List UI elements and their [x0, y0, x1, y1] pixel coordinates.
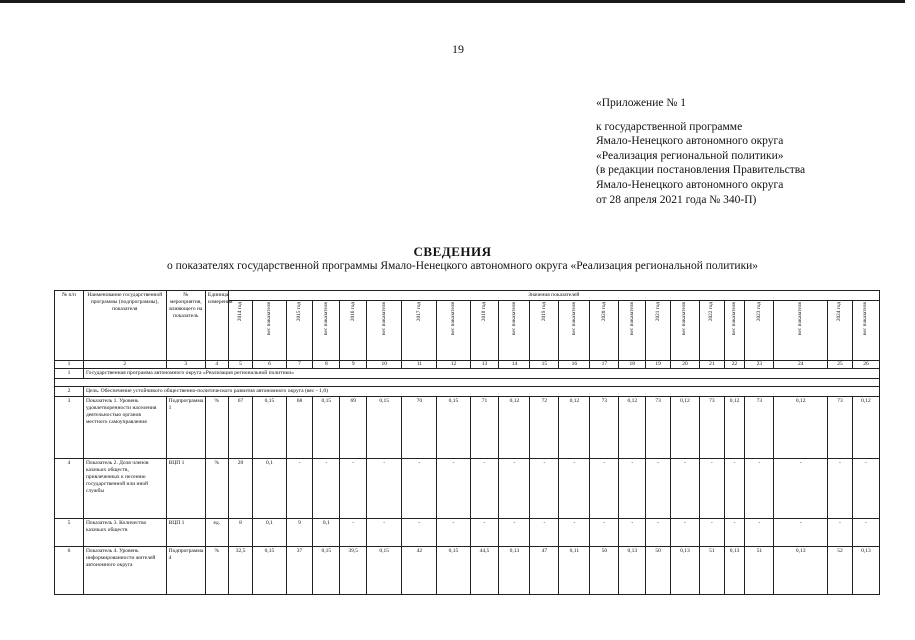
year-column-header	[774, 301, 828, 361]
year-column-label: вес показателя	[731, 302, 738, 336]
year-column-label: вес показателя	[797, 302, 804, 336]
indicator-value: -	[437, 459, 470, 519]
indicator-value: 0,11	[559, 547, 590, 595]
indicator-value: 9	[286, 519, 313, 547]
column-index: 19	[646, 361, 671, 369]
indicator-value: 0,15	[253, 547, 286, 595]
goal-row-num: 2	[55, 387, 84, 397]
program-row-num: 1	[55, 369, 84, 379]
year-column-label: вес показателя	[449, 302, 456, 336]
indicator-value: 51	[745, 547, 774, 595]
indicator-value: -	[590, 459, 619, 519]
indicator-value: -	[437, 519, 470, 547]
indicator-row	[55, 519, 880, 547]
indicator-value: 0,13	[619, 547, 646, 595]
row-num: 4	[55, 459, 84, 519]
indicator-row	[55, 397, 880, 459]
column-index: 17	[590, 361, 619, 369]
indicator-value: 0,12	[852, 397, 879, 459]
indicator-value: 70	[402, 397, 437, 459]
indicator-value: 0,12	[724, 397, 745, 459]
indicator-row	[55, 547, 880, 595]
indicator-value: 0,13	[724, 547, 745, 595]
column-index: 23	[745, 361, 774, 369]
column-index: 8	[313, 361, 340, 369]
appendix-note	[596, 96, 805, 207]
indicator-value: -	[402, 519, 437, 547]
header-values: Значения показателей	[228, 291, 879, 301]
indicator-value: 0,15	[367, 397, 402, 459]
indicator-measure: Подпрограмма 4	[166, 547, 205, 595]
year-column-header	[530, 301, 559, 361]
indicator-value: -	[670, 459, 699, 519]
column-index: 12	[437, 361, 470, 369]
column-index: 6	[253, 361, 286, 369]
year-column-header	[852, 301, 879, 361]
year-column-label: вес показателя	[628, 302, 635, 336]
indicator-name: Показатель 2. Доля членов казачьих обществ, привлеченных к несению государственной или иной службы	[83, 459, 166, 519]
year-column-header	[699, 301, 724, 361]
indicator-value: 0,13	[670, 547, 699, 595]
spacer-row	[55, 379, 880, 387]
column-index: 4	[205, 361, 228, 369]
indicator-row	[55, 459, 880, 519]
indicator-value: 0,1	[313, 519, 340, 547]
indicator-value: 71	[470, 397, 499, 459]
indicator-value: -	[774, 459, 828, 519]
year-column-label: 2020 год	[600, 302, 607, 322]
year-column-header	[470, 301, 499, 361]
year-column-header	[228, 301, 253, 361]
indicators-table	[54, 290, 880, 595]
header-measure: № мероприятия, влияющего на показатель	[166, 291, 205, 361]
header-unit: Единица измерения	[205, 291, 228, 361]
indicator-value: -	[646, 459, 671, 519]
column-index: 7	[286, 361, 313, 369]
indicator-value: 47	[530, 547, 559, 595]
indicator-value: -	[699, 459, 724, 519]
column-index: 16	[559, 361, 590, 369]
column-index: 25	[828, 361, 853, 369]
indicator-value: 42	[402, 547, 437, 595]
column-index: 14	[499, 361, 530, 369]
year-column-label: вес показателя	[380, 302, 387, 336]
year-column-header	[340, 301, 367, 361]
indicator-measure: Подпрограмма 1	[166, 397, 205, 459]
indicator-value: -	[402, 459, 437, 519]
indicator-value: -	[646, 519, 671, 547]
year-column-header	[253, 301, 286, 361]
year-column-label: вес показателя	[862, 302, 869, 336]
year-column-header	[724, 301, 745, 361]
indicator-value: 0,12	[619, 397, 646, 459]
column-index: 15	[530, 361, 559, 369]
column-index: 22	[724, 361, 745, 369]
indicator-value: 0,1	[253, 459, 286, 519]
indicator-value: 32,5	[228, 547, 253, 595]
year-column-label: вес показателя	[681, 302, 688, 336]
appendix-line: «Реализация региональной политики»	[596, 149, 784, 162]
indicator-value: 73	[646, 397, 671, 459]
indicator-value: 0,13	[499, 547, 530, 595]
indicator-value: 0,15	[313, 547, 340, 595]
year-column-label: 2015 год	[295, 302, 302, 322]
year-column-header	[313, 301, 340, 361]
appendix-line: Ямало-Ненецкого автономного округа	[596, 178, 784, 191]
indicator-value: -	[619, 519, 646, 547]
year-column-header	[286, 301, 313, 361]
indicator-value: 0,15	[437, 397, 470, 459]
year-column-header	[828, 301, 853, 361]
indicator-value: 0,12	[670, 397, 699, 459]
appendix-line: Ямало-Ненецкого автономного округа	[596, 135, 784, 148]
indicator-value: -	[313, 459, 340, 519]
indicator-value: -	[590, 519, 619, 547]
indicator-value: -	[340, 519, 367, 547]
year-column-header	[437, 301, 470, 361]
indicator-value: 68	[286, 397, 313, 459]
indicator-name: Показатель 1. Уровень удовлетворенности населения деятельностью органов местного самоуправления	[83, 397, 166, 459]
indicator-value: 0,15	[437, 547, 470, 595]
column-index: 3	[166, 361, 205, 369]
indicator-name: Показатель 3. Количество казачьих обществ	[83, 519, 166, 547]
indicator-value: -	[724, 459, 745, 519]
year-column-label: 2018 год	[480, 302, 487, 322]
column-index: 18	[619, 361, 646, 369]
indicator-value: 50	[646, 547, 671, 595]
column-index: 11	[402, 361, 437, 369]
year-column-label: вес показателя	[570, 302, 577, 336]
year-column-header	[367, 301, 402, 361]
indicator-value: -	[499, 459, 530, 519]
indicator-value: -	[286, 459, 313, 519]
indicator-name: Показатель 4. Уровень информированности жителей автономного округа	[83, 547, 166, 595]
page-number: 19	[452, 42, 464, 56]
column-index: 26	[852, 361, 879, 369]
indicator-value: 0,13	[774, 547, 828, 595]
indicator-value: 0,15	[253, 397, 286, 459]
year-column-label: вес показателя	[322, 302, 329, 336]
column-index: 20	[670, 361, 699, 369]
indicator-value: 73	[828, 397, 853, 459]
year-column-header	[590, 301, 619, 361]
indicator-value: 39,5	[340, 547, 367, 595]
year-column-label: 2021 год	[654, 302, 661, 322]
indicator-value: 52	[828, 547, 853, 595]
indicator-value: 73	[590, 397, 619, 459]
indicator-value: -	[852, 519, 879, 547]
indicator-value: -	[559, 519, 590, 547]
indicator-value: -	[724, 519, 745, 547]
indicator-value: -	[499, 519, 530, 547]
year-column-header	[559, 301, 590, 361]
goal-row-text: Цель. Обеспечение устойчивого общественно-политического развития автономного округа (вес - 1,0)	[83, 387, 879, 397]
indicator-value: -	[530, 459, 559, 519]
year-column-header	[745, 301, 774, 361]
year-column-header	[402, 301, 437, 361]
column-index: 24	[774, 361, 828, 369]
indicator-value: 0,12	[559, 397, 590, 459]
indicator-measure: ВЦП 1	[166, 519, 205, 547]
indicator-value: 0,1	[253, 519, 286, 547]
indicator-value: 0,12	[774, 397, 828, 459]
indicator-value: -	[670, 519, 699, 547]
indicator-value: -	[745, 459, 774, 519]
year-column-label: 2017 год	[415, 302, 422, 322]
indicator-value: 20	[228, 459, 253, 519]
page-top-border	[0, 0, 905, 3]
column-index: 5	[228, 361, 253, 369]
indicator-value: 37	[286, 547, 313, 595]
indicator-value: -	[828, 519, 853, 547]
year-column-header	[619, 301, 646, 361]
indicator-value: -	[530, 519, 559, 547]
year-column-header	[646, 301, 671, 361]
indicator-value: 0,15	[367, 547, 402, 595]
indicator-unit: %	[205, 459, 228, 519]
column-index: 13	[470, 361, 499, 369]
year-column-label: 2014 год	[237, 302, 244, 322]
indicator-value: -	[852, 459, 879, 519]
indicator-value: -	[367, 519, 402, 547]
year-column-label: 2023 год	[755, 302, 762, 322]
indicator-value: 50	[590, 547, 619, 595]
row-num: 6	[55, 547, 84, 595]
header-num: № п/п	[55, 291, 84, 361]
indicator-value: 0,15	[313, 397, 340, 459]
indicator-value: 73	[745, 397, 774, 459]
indicator-value: 67	[228, 397, 253, 459]
column-index: 10	[367, 361, 402, 369]
row-num: 3	[55, 397, 84, 459]
indicator-value: -	[470, 459, 499, 519]
year-column-label: 2024 год	[836, 302, 843, 322]
row-num: 5	[55, 519, 84, 547]
indicator-value: 0,13	[852, 547, 879, 595]
program-row-text: Государственная программа автономного округа «Реализация региональной политики»	[83, 369, 879, 379]
year-column-header	[499, 301, 530, 361]
column-index: 9	[340, 361, 367, 369]
indicator-unit: %	[205, 547, 228, 595]
indicator-value: 73	[699, 397, 724, 459]
appendix-line: от 28 апреля 2021 года № 340-П)	[596, 193, 757, 206]
indicator-measure: ВЦП 1	[166, 459, 205, 519]
year-column-label: вес показателя	[265, 302, 272, 336]
indicator-value: 0,12	[499, 397, 530, 459]
column-index: 21	[699, 361, 724, 369]
indicator-value: -	[774, 519, 828, 547]
column-index: 1	[55, 361, 84, 369]
appendix-line: (в редакции постановления Правительства	[596, 164, 806, 177]
indicator-value: -	[340, 459, 367, 519]
indicator-value: -	[619, 459, 646, 519]
indicator-value: 51	[699, 547, 724, 595]
indicator-value: -	[559, 459, 590, 519]
year-column-label: вес показателя	[510, 302, 517, 336]
indicator-unit: ед.	[205, 519, 228, 547]
indicator-unit: %	[205, 397, 228, 459]
header-name: Наименование государственной программы (подпрограммы), показателя	[83, 291, 166, 361]
indicator-value: -	[699, 519, 724, 547]
appendix-title: «Приложение № 1	[596, 97, 686, 109]
year-column-label: 2019 год	[540, 302, 547, 322]
document-subtitle: о показателях государственной программы Ямало-Ненецкого автономного округа «Реализация региональной политики»	[166, 260, 759, 272]
indicator-value: 8	[228, 519, 253, 547]
indicator-value: -	[828, 459, 853, 519]
year-column-label: 2022 год	[708, 302, 715, 322]
year-column-label: 2016 год	[349, 302, 356, 322]
indicator-value: -	[470, 519, 499, 547]
indicator-value: 69	[340, 397, 367, 459]
indicator-value: 72	[530, 397, 559, 459]
indicator-value: 44,5	[470, 547, 499, 595]
document-title: СВЕДЕНИЯ	[413, 244, 492, 259]
indicator-value: -	[745, 519, 774, 547]
year-column-header	[670, 301, 699, 361]
column-index: 2	[83, 361, 166, 369]
appendix-line: к государственной программе	[596, 120, 743, 133]
indicator-value: -	[367, 459, 402, 519]
